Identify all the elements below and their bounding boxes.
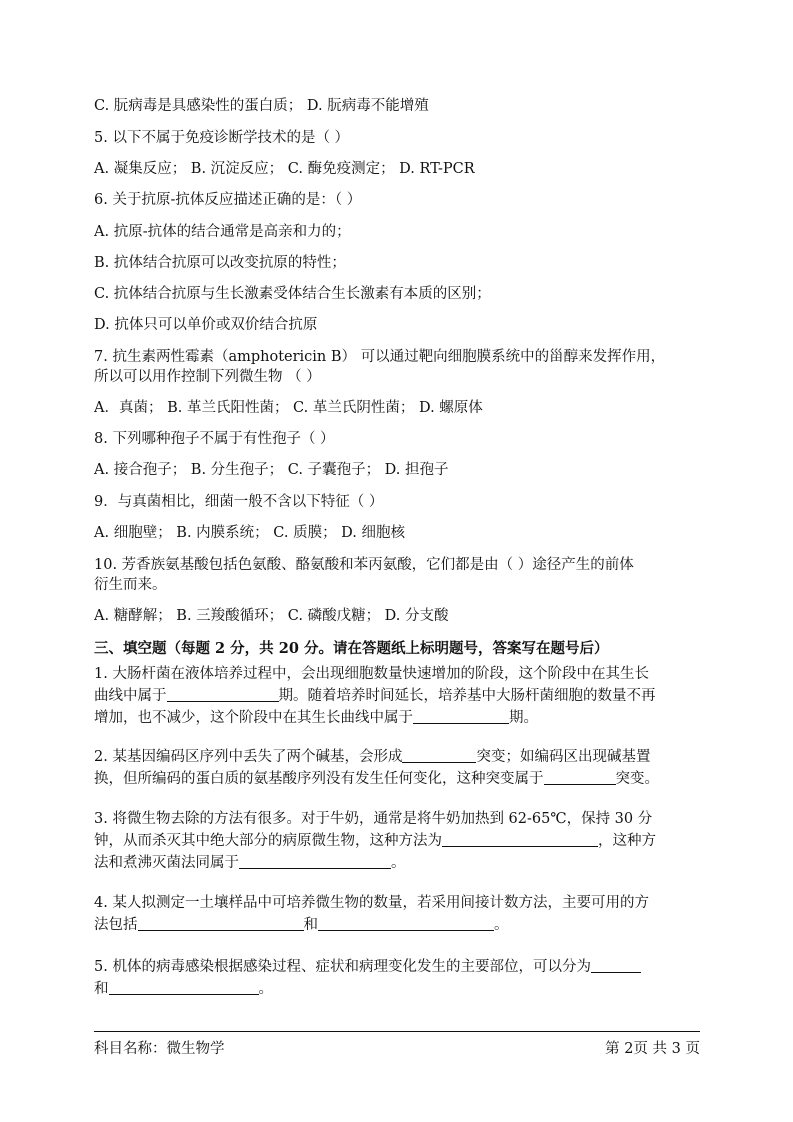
answer-blank[interactable] xyxy=(402,748,476,763)
question-6-option-b: B. 抗体结合抗原可以改变抗原的特性； xyxy=(94,255,346,271)
question-8-options: A. 接合孢子； B. 分生孢子； C. 子囊孢子； D. 担孢子 xyxy=(94,462,449,478)
question-6-option-c: C. 抗体结合抗原与生长激素受体结合生长激素有本质的区别； xyxy=(94,286,491,302)
answer-blank[interactable] xyxy=(442,832,598,847)
text-span: 和 xyxy=(303,917,318,933)
q4-option-cd: C. 朊病毒是具感染性的蛋白质； D. 朊病毒不能增殖 xyxy=(94,98,429,114)
text-span: 和 xyxy=(94,981,109,997)
footer-divider xyxy=(94,1031,700,1032)
fill-3-line-3 xyxy=(94,854,406,872)
question-10-line-1: 10. 芳香族氨基酸包括色氨酸、酪氨酸和苯丙氨酸，它们都是由（ ）途径产生的前体 xyxy=(94,557,634,573)
question-9: 9．与真菌相比，细菌一般不含以下特征（ ） xyxy=(94,494,384,510)
question-10-line-2: 衍生而来。 xyxy=(94,577,167,593)
text-span: 期。 xyxy=(509,710,538,726)
answer-blank[interactable] xyxy=(544,770,616,785)
answer-blank[interactable] xyxy=(413,709,509,724)
text-span: 法包括 xyxy=(94,917,138,933)
answer-blank[interactable] xyxy=(239,854,391,869)
text-span: 突变；如编码区出现碱基置 xyxy=(476,749,651,765)
text-span: 增加，也不减少，这个阶段中在其生长曲线中属于 xyxy=(94,710,413,726)
question-9-options: A. 细胞壁； B. 内膜系统； C. 质膜； D. 细胞核 xyxy=(94,525,406,541)
fill-2-line-1 xyxy=(94,748,650,766)
fill-5-line-1 xyxy=(94,958,641,976)
footer-subject: 科目名称：微生物学 xyxy=(94,1041,225,1057)
question-8: 8. 下列哪种孢子不属于有性孢子（ ） xyxy=(94,431,335,447)
text-span: 突变。 xyxy=(615,771,659,787)
answer-blank[interactable] xyxy=(591,958,641,973)
fill-3-line-1: 3. 将微生物去除的方法有很多。对于牛奶，通常是将牛奶加热到 62-65℃，保持 30 分 xyxy=(94,811,653,827)
answer-blank[interactable] xyxy=(138,916,304,931)
question-7-options: A．真菌； B. 革兰氏阳性菌； C. 革兰氏阴性菌； D. 螺原体 xyxy=(94,400,483,416)
section-3-heading: 三、填空题（每题 2 分，共 20 分。请在答题纸上标明题号，答案写在题号后） xyxy=(94,640,609,657)
question-5: 5. 以下不属于免疫诊断学技术的是（ ） xyxy=(94,130,350,146)
fill-3-line-2 xyxy=(94,832,656,850)
question-7-line-1: 7. 抗生素两性霉素（amphotericin B） 可以通过靶向细胞膜系统中的甾醇来发挥作用， xyxy=(94,349,666,365)
text-span: 钟，从而杀灭其中绝大部分的病原微生物，这种方法为 xyxy=(94,833,442,849)
footer-page-number: 第 2页 共 3 页 xyxy=(605,1041,700,1057)
text-span: 5. 机体的病毒感染根据感染过程、症状和病理变化发生的主要部位，可以分为 xyxy=(94,959,591,975)
text-span: 法和煮沸灭菌法同属于 xyxy=(94,855,239,871)
exam-page xyxy=(94,0,700,1122)
text-span: 期。随着培养时间延长，培养基中大肠杆菌细胞的数量不再 xyxy=(278,688,656,704)
text-span: ，这种方 xyxy=(598,833,656,849)
text-span: 曲线中属于 xyxy=(94,688,167,704)
answer-blank[interactable] xyxy=(167,687,279,702)
text-span: 换，但所编码的蛋白质的氨基酸序列没有发生任何变化，这种突变属于 xyxy=(94,771,544,787)
text-span: 。 xyxy=(258,981,273,997)
question-5-options: A. 凝集反应； B. 沉淀反应； C. 酶免疫测定； D. RT-PCR xyxy=(94,161,475,177)
question-6-option-d: D. 抗体只可以单价或双价结合抗原 xyxy=(94,317,318,333)
fill-1-line-3 xyxy=(94,709,538,727)
fill-4-line-2 xyxy=(94,916,509,934)
fill-1-line-1: 1. 大肠杆菌在液体培养过程中，会出现细胞数量快速增加的阶段，这个阶段中在其生长 xyxy=(94,666,649,682)
question-7-line-2: 所以可以用作控制下列微生物 （ ） xyxy=(94,369,321,385)
answer-blank[interactable] xyxy=(318,916,494,931)
fill-1-line-2 xyxy=(94,687,656,705)
text-span: 。 xyxy=(494,917,509,933)
fill-4-line-1: 4. 某人拟测定一土壤样品中可培养微生物的数量，若采用间接计数方法，主要可用的方 xyxy=(94,895,649,911)
question-6-option-a: A. 抗原-抗体的结合通常是高亲和力的； xyxy=(94,224,351,240)
text-span: 。 xyxy=(391,855,406,871)
text-span: 2. 某基因编码区序列中丢失了两个碱基，会形成 xyxy=(94,749,403,765)
answer-blank[interactable] xyxy=(109,980,259,995)
fill-5-line-2 xyxy=(94,980,273,998)
question-10-options: A. 糖酵解； B. 三羧酸循环； C. 磷酸戊糖； D. 分支酸 xyxy=(94,608,449,624)
fill-2-line-2 xyxy=(94,770,659,788)
question-6: 6. 关于抗原-抗体反应描述正确的是：（ ） xyxy=(94,192,362,208)
